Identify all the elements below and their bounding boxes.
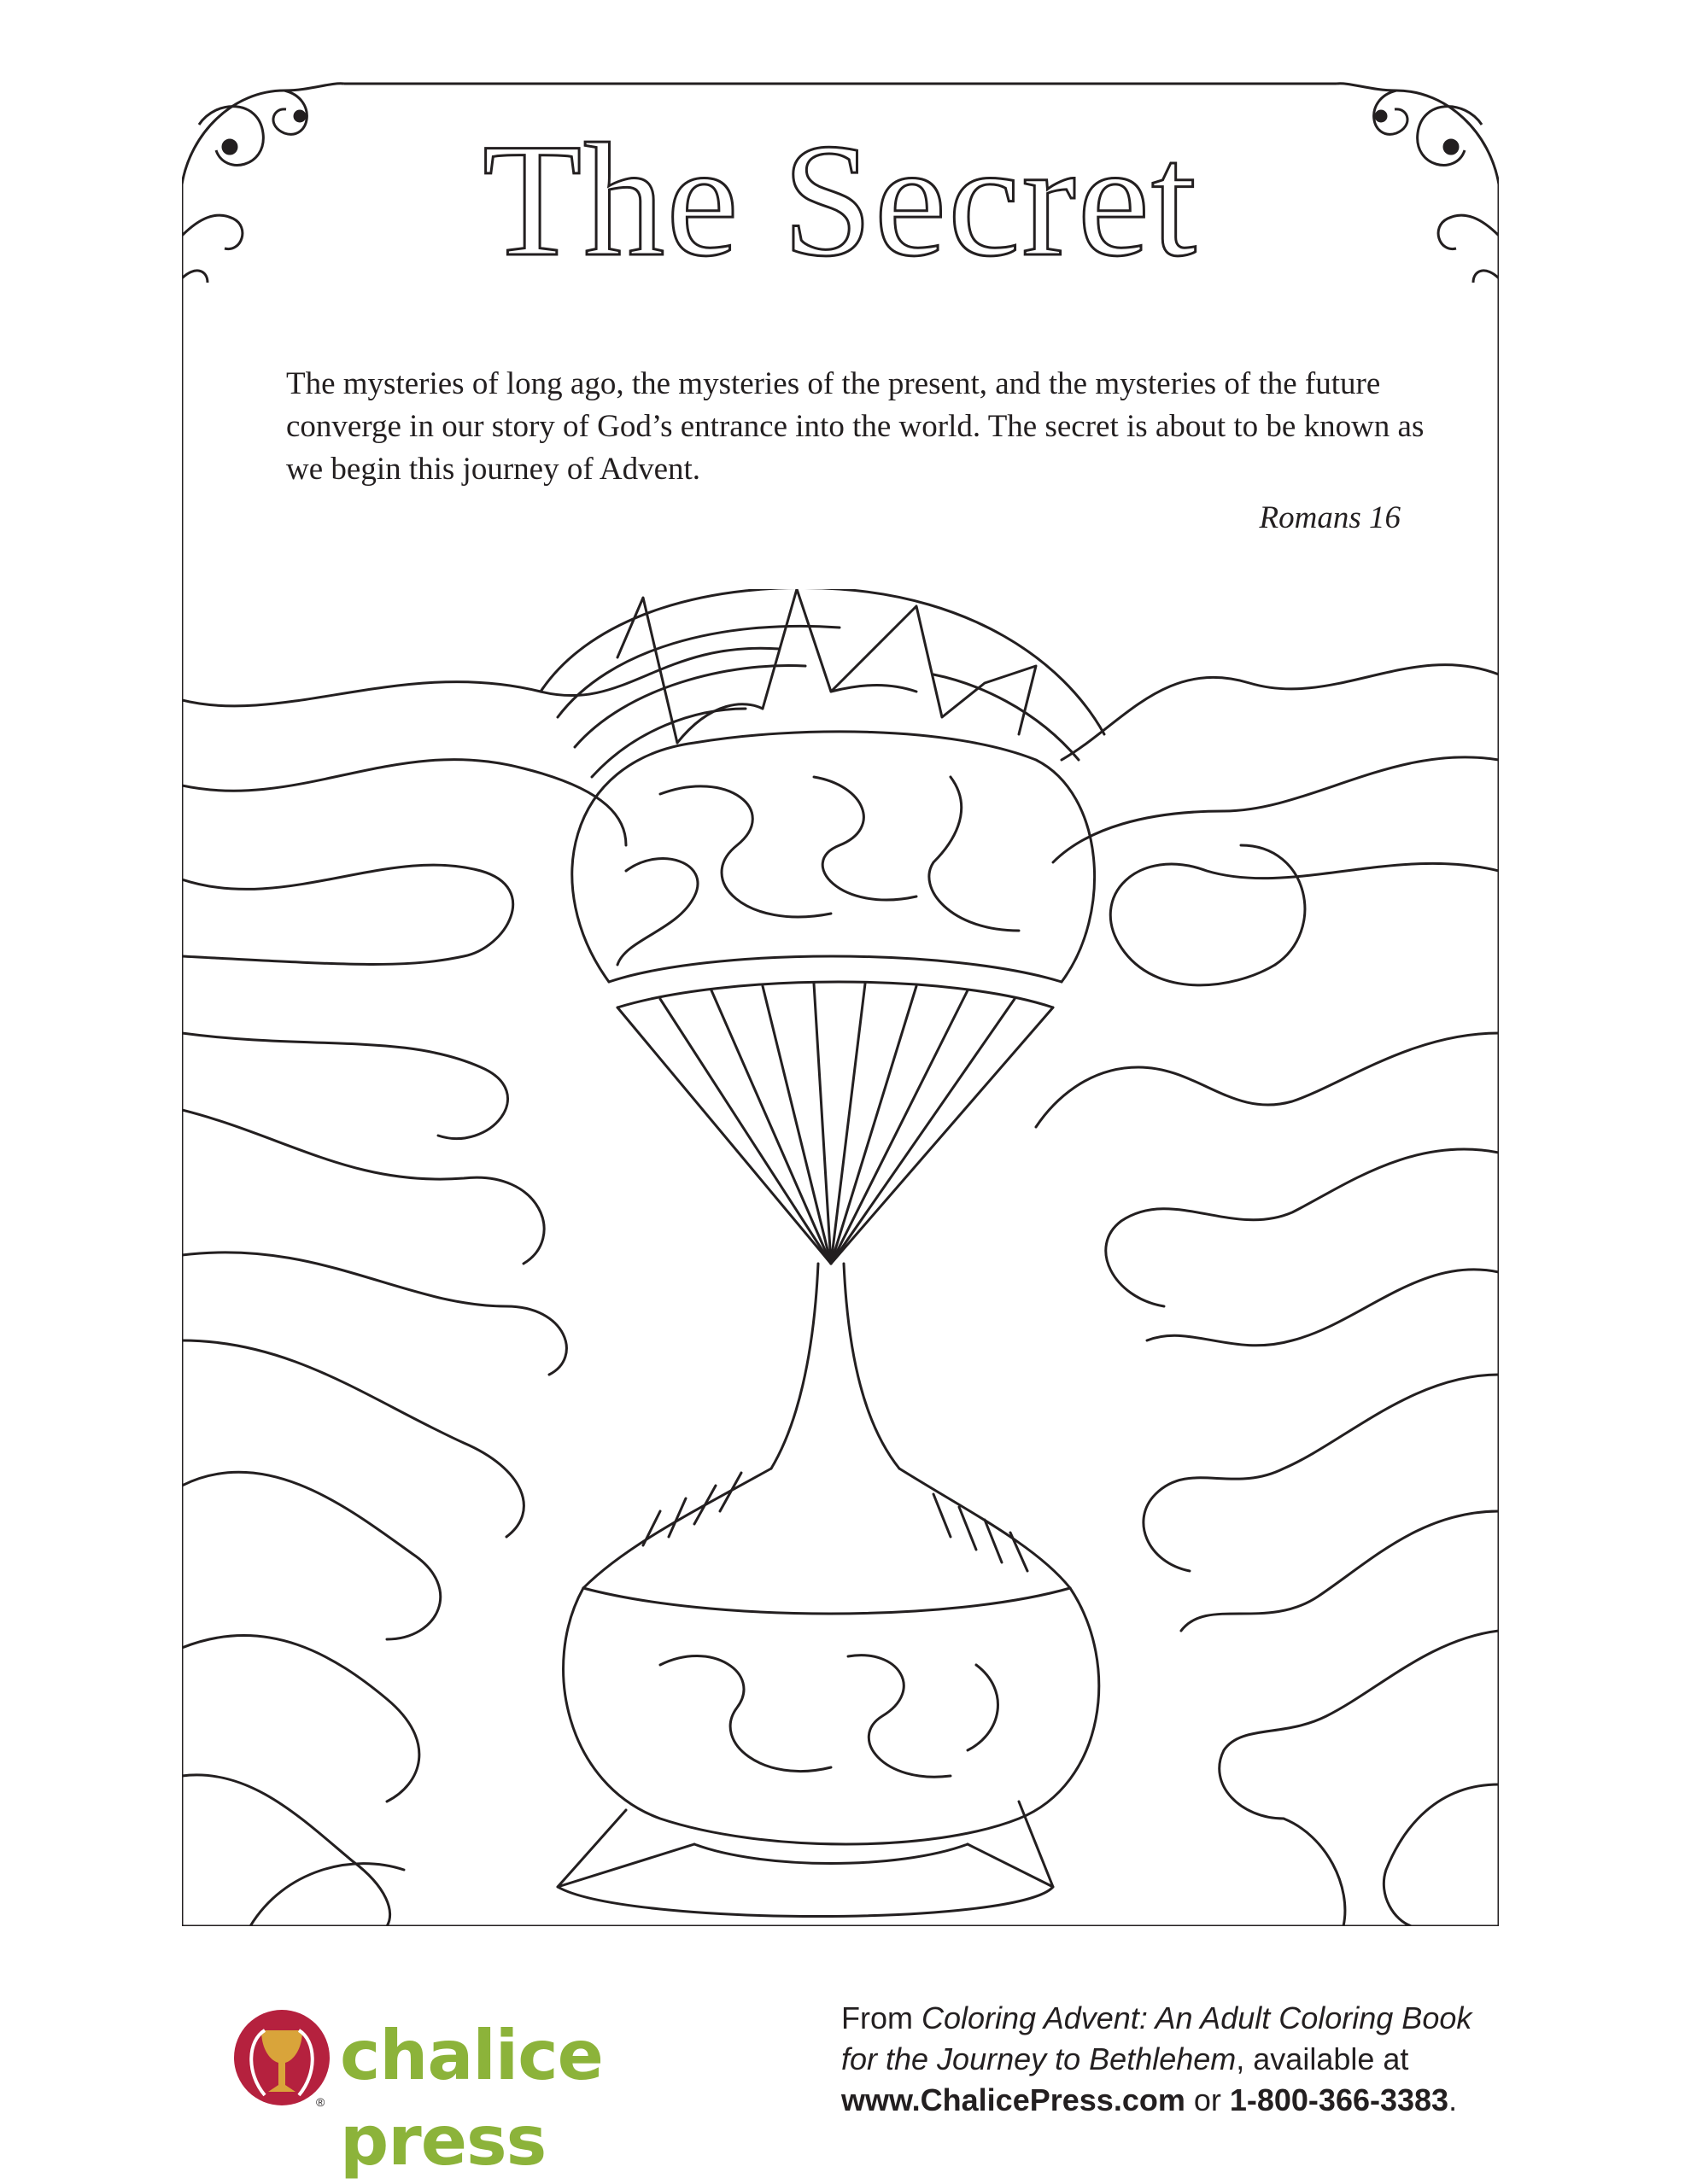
footer-end: . bbox=[1448, 2082, 1458, 2117]
page-title: The Secret bbox=[483, 111, 1198, 290]
website-link[interactable]: www.ChalicePress.com bbox=[841, 2082, 1185, 2117]
footer-prefix: From bbox=[841, 2000, 921, 2035]
book-title-part1: Coloring Advent: An Adult Coloring Book bbox=[921, 2000, 1472, 2035]
publisher-logo[interactable] bbox=[231, 2006, 794, 2181]
footer-available: , available at bbox=[1236, 2041, 1409, 2076]
phone-number[interactable]: 1-800-366-3383 bbox=[1229, 2082, 1449, 2117]
scripture-reference: Romans 16 bbox=[1259, 500, 1401, 535]
intro-paragraph: The mysteries of long ago, the mysteries of the present, and the mysteries of the future converge in our story of God’s entrance into the world. The secret is about to be known as we begin this journey of Advent. bbox=[286, 366, 1425, 487]
book-title-part2: for the Journey to Bethlehem bbox=[841, 2041, 1237, 2076]
publisher-name: chalice press bbox=[340, 2016, 603, 2181]
footer-connector: or bbox=[1185, 2082, 1230, 2117]
chalice-cup-icon bbox=[231, 2006, 333, 2109]
footer-note bbox=[841, 1998, 1490, 2121]
hourglass-crown-coloring-art bbox=[182, 589, 1499, 1926]
registered-mark: ® bbox=[316, 2095, 325, 2109]
